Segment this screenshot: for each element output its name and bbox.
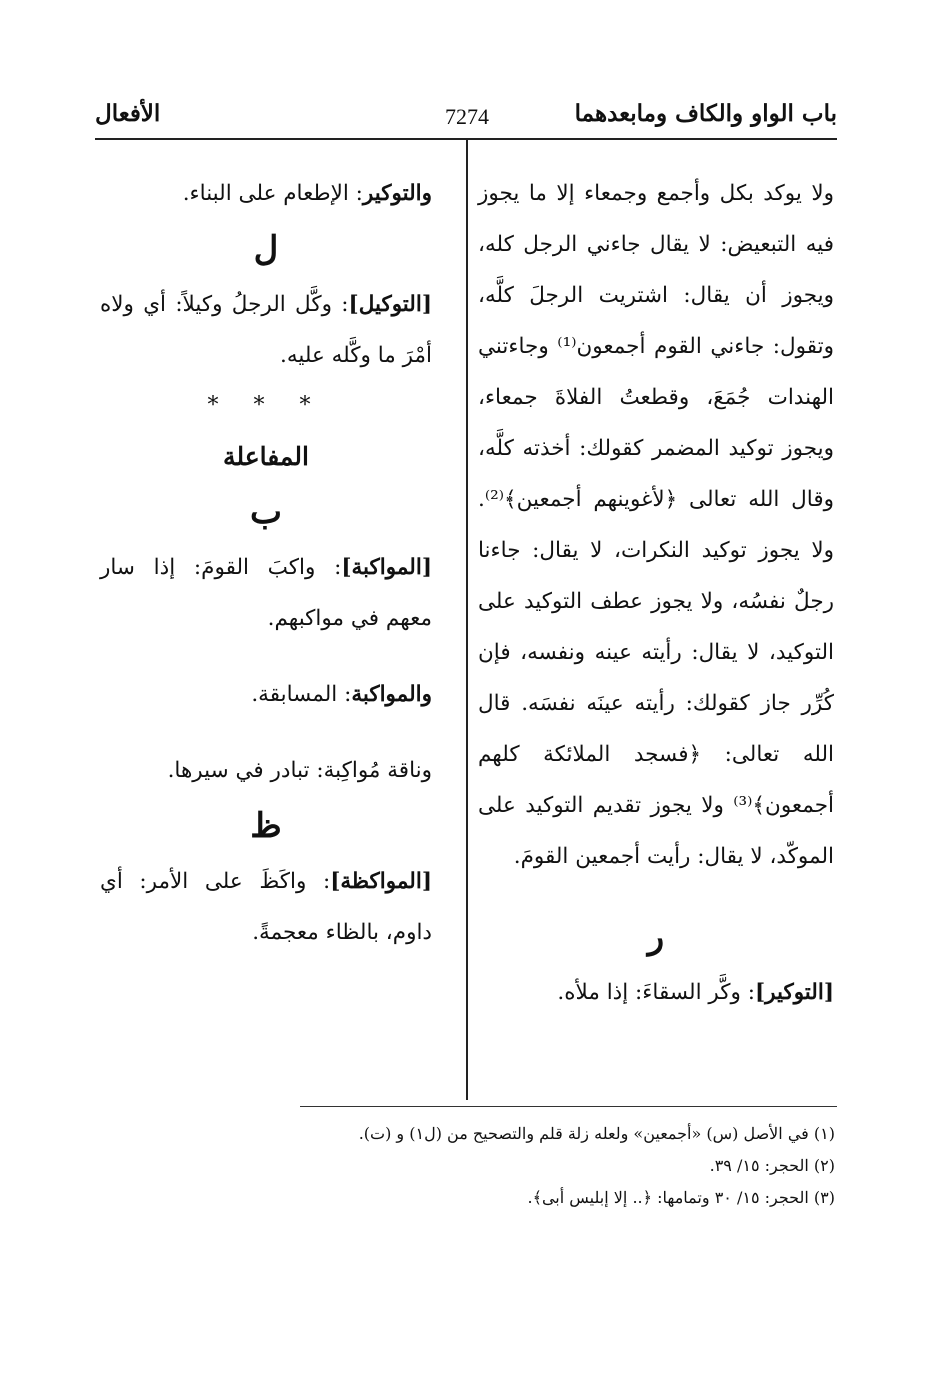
muwakaza-text: : واكَظَ على الأمر: أي داوم، بالظاء معجمةً.: [100, 869, 432, 945]
letter-lam: ل: [253, 229, 279, 269]
tawkil-text: : وكَّل الرجلُ وكيلاً: أي ولاه أمْرَ ما وكَّله عليه.: [100, 292, 432, 368]
footnote-2: (٢) الحجر: ١٥/ ٣٩.: [709, 1156, 835, 1175]
letter-ba: ب: [249, 492, 282, 532]
footnote-3: (٣) الحجر: ١٥/ ٣٠ وتمامها: ﴿.. إلا إبليس أبى﴾.: [527, 1188, 835, 1207]
left-column: [100, 168, 432, 958]
footnote-rule: [300, 1106, 837, 1107]
right-column: [478, 168, 834, 1018]
page-header: [95, 100, 837, 136]
entry-muwakaba: [100, 542, 432, 644]
muwakaba2-text: : المسابقة.: [251, 682, 352, 707]
tawkir-def: : الإطعام على البناء.: [182, 181, 363, 206]
letter-za: ظ: [250, 806, 282, 846]
tawkid-paragraph: ولا يوكد بكل وأجمع وجمعاء إلا ما يجوز فيه التبعيض: لا يقال جاءني الرجل كله، ويجوز أن يقال: اشتريت الرجلَ كلَّه، وتقول: جاءني القوم أجمعون⁽¹⁾ وجاءتني الهندات جُمَعَ، وقطعتُ الفلاةَ جمعاء، ويجوز توكيد المضمر كقولك: أخذته كلَّه، وقال الله تعالى ﴿لأغوينهم أجمعين﴾⁽²⁾. ولا يجوز توكيد النكرات، لا يقال: جاءنا رجلٌ نفسُه، ولا يجوز عطف التوكيد على التوكيد، لا يقال: رأيته عينه ونفسه، فإن كُرِّر جاز كقولك: رأيته عينَه نفسَه. قال الله تعالى: ﴿فسجد الملائكة كلهم أجمعون﴾⁽³⁾ ولا يجوز تقديم التوكيد على الموكّد، لا يقال: رأيت أجمعين القومَ.: [478, 181, 835, 869]
muwakaba2-term: والمواكبة: [351, 682, 432, 707]
muwakaba-term: [المواكبة]: [341, 555, 432, 580]
column-divider: [466, 140, 468, 1100]
entry-tawkir-term: [التوكير]: [754, 980, 834, 1005]
section-separator-stars: * * *: [207, 393, 325, 418]
section-title-mufaala: المفاعلة: [223, 442, 309, 471]
entry-tawkil: [100, 279, 432, 381]
footnote-1: (١) في الأصل (س) «أجمعين» ولعله زلة قلم والتصحيح من (ل١) و (ت).: [358, 1124, 835, 1143]
chapter-title: باب الواو والكاف ومابعدهما: [574, 100, 837, 127]
tawkir-term: والتوكير: [362, 181, 432, 206]
section-name: الأفعال: [95, 100, 161, 127]
entry-muwakaba-musabaqa: [100, 669, 432, 720]
muwakaza-term: [المواكظة]: [330, 869, 432, 894]
entry-tawkir: [478, 967, 834, 1018]
entry-naqa: وناقة مُواكِبة: تبادر في سيرها.: [167, 758, 432, 783]
muwakaba-text: : واكبَ القومَ: إذا سار معهم في مواكبهم.: [100, 555, 432, 631]
tawkil-term: [التوكيل]: [348, 292, 432, 317]
footnotes: [295, 1118, 835, 1214]
entry-muwakaza: [100, 856, 432, 958]
entry-tawkir-text: : وكَّر السقاءَ: إذا ملأه.: [557, 980, 755, 1005]
page-number: 7274: [445, 104, 489, 129]
letter-ra: ر: [647, 917, 665, 957]
entry-tawkir-def: [100, 168, 432, 219]
